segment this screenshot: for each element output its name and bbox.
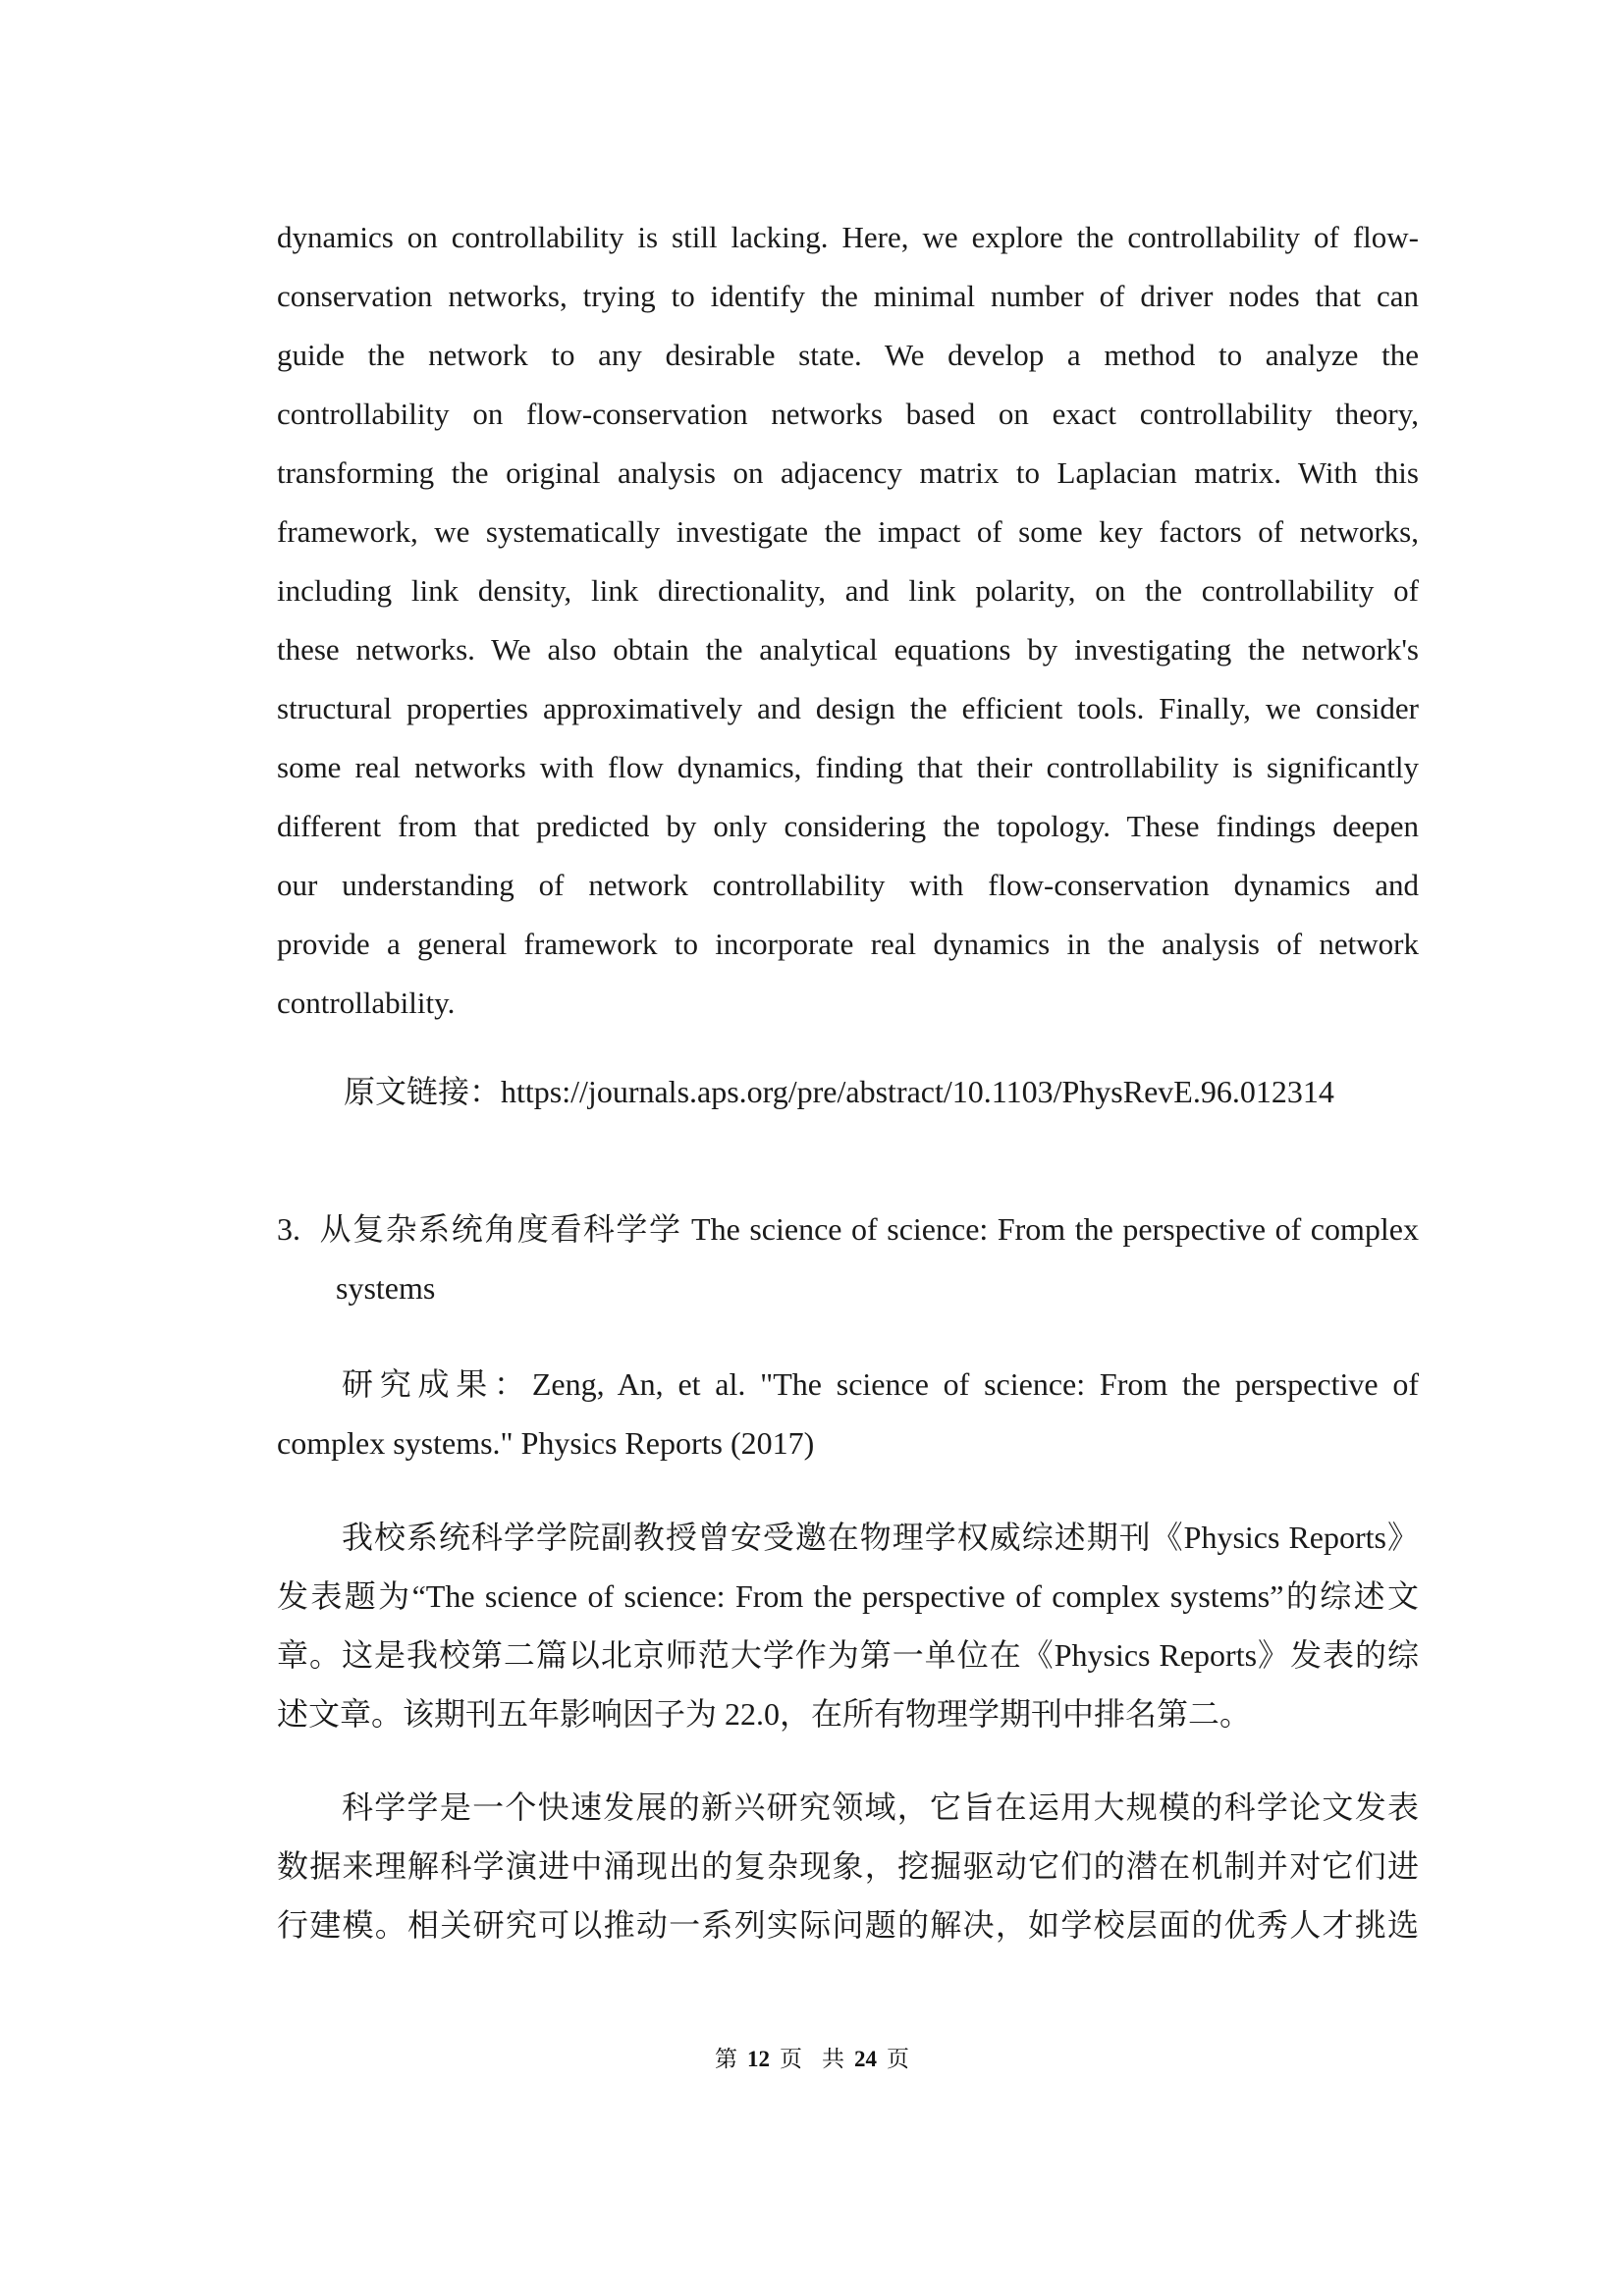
citation-paragraph [277, 1355, 1419, 1472]
text-line: complex systems." Physics Reports (2017) [277, 1425, 815, 1461]
text-line: conservation networks, trying to identify the minimal number of driver nodes that can [277, 279, 1419, 313]
text-line: provide a general framework to incorporate real dynamics in the analysis of network [277, 927, 1419, 961]
text-line: dynamics on controllability is still lacking. Here, we explore the controllability of flow- [277, 220, 1419, 254]
text-line: different from that predicted by only considering the topology. These findings deepen [277, 809, 1419, 843]
heading-number: 3. [277, 1211, 300, 1247]
text-line: structural properties approximatively and design the efficient tools. Finally, we consider [277, 691, 1419, 725]
footer-label: 页 [887, 2047, 909, 2071]
page-content [277, 0, 1419, 1954]
science-of-science-paragraph [277, 1778, 1419, 1954]
text-line: 行建模。相关研究可以推动一系列实际问题的解决，如学校层面的优秀人才挑选 [277, 1907, 1419, 1943]
footer-label: 页 [780, 2047, 802, 2071]
text-line: these networks. We also obtain the analytical equations by investigating the network's [277, 632, 1419, 667]
source-link-line [277, 1062, 1419, 1121]
text-line: controllability on flow-conservation networks based on exact controllability theory, [277, 397, 1419, 431]
text-line: framework, we systematically investigate the impact of some key factors of networks, [277, 514, 1419, 549]
text-line: some real networks with flow dynamics, finding that their controllability is significantly [277, 750, 1419, 784]
text-line: 我校系统科学学院副教授曾安受邀在物理学权威综述期刊《Physics Reports》 [342, 1520, 1419, 1555]
heading-line [277, 1200, 1419, 1258]
total-page-number: 24 [854, 2047, 877, 2071]
text-line: 研究成果：Zeng, An, et al. "The science of science: From the perspective of [342, 1366, 1419, 1402]
text-line: 述文章。该期刊五年影响因子为 22.0，在所有物理学期刊中排名第二。 [277, 1696, 1252, 1732]
text-line: our understanding of network controllability with flow-conservation dynamics and [277, 868, 1419, 902]
text-line: 科学学是一个快速发展的新兴研究领域，它旨在运用大规模的科学论文发表 [342, 1789, 1419, 1825]
text-line: controllability. [277, 986, 456, 1020]
text-line: guide the network to any desirable state. We develop a method to analyze the [277, 338, 1419, 372]
text-line: 数据来理解科学演进中涌现出的复杂现象，挖掘驱动它们的潜在机制并对它们进 [277, 1848, 1419, 1884]
section-heading [277, 1200, 1419, 1317]
text-line: transforming the original analysis on adjacency matrix to Laplacian matrix. With this [277, 455, 1419, 490]
source-url[interactable]: https://journals.aps.org/pre/abstract/10.1103/PhysRevE.96.012314 [501, 1074, 1334, 1109]
current-page-number: 12 [747, 2047, 770, 2071]
publication-intro-paragraph [277, 1508, 1419, 1743]
page-footer [0, 2045, 1624, 2074]
text-line: 章。这是我校第二篇以北京师范大学作为第一单位在《Physics Reports》发表的综 [277, 1637, 1419, 1673]
text-line: 发表题为“The science of science: From the perspective of complex systems”的综述文 [277, 1578, 1419, 1614]
link-label: 原文链接： [344, 1074, 502, 1109]
heading-line: systems [336, 1270, 436, 1306]
footer-label: 共 [822, 2047, 844, 2071]
heading-text: 从复杂系统角度看科学学 The science of science: From the perspective of complex [318, 1211, 1419, 1247]
abstract-paragraph [277, 208, 1419, 1033]
footer-label: 第 [715, 2047, 737, 2071]
text-line: including link density, link directionality, and link polarity, on the controllability of [277, 573, 1419, 608]
